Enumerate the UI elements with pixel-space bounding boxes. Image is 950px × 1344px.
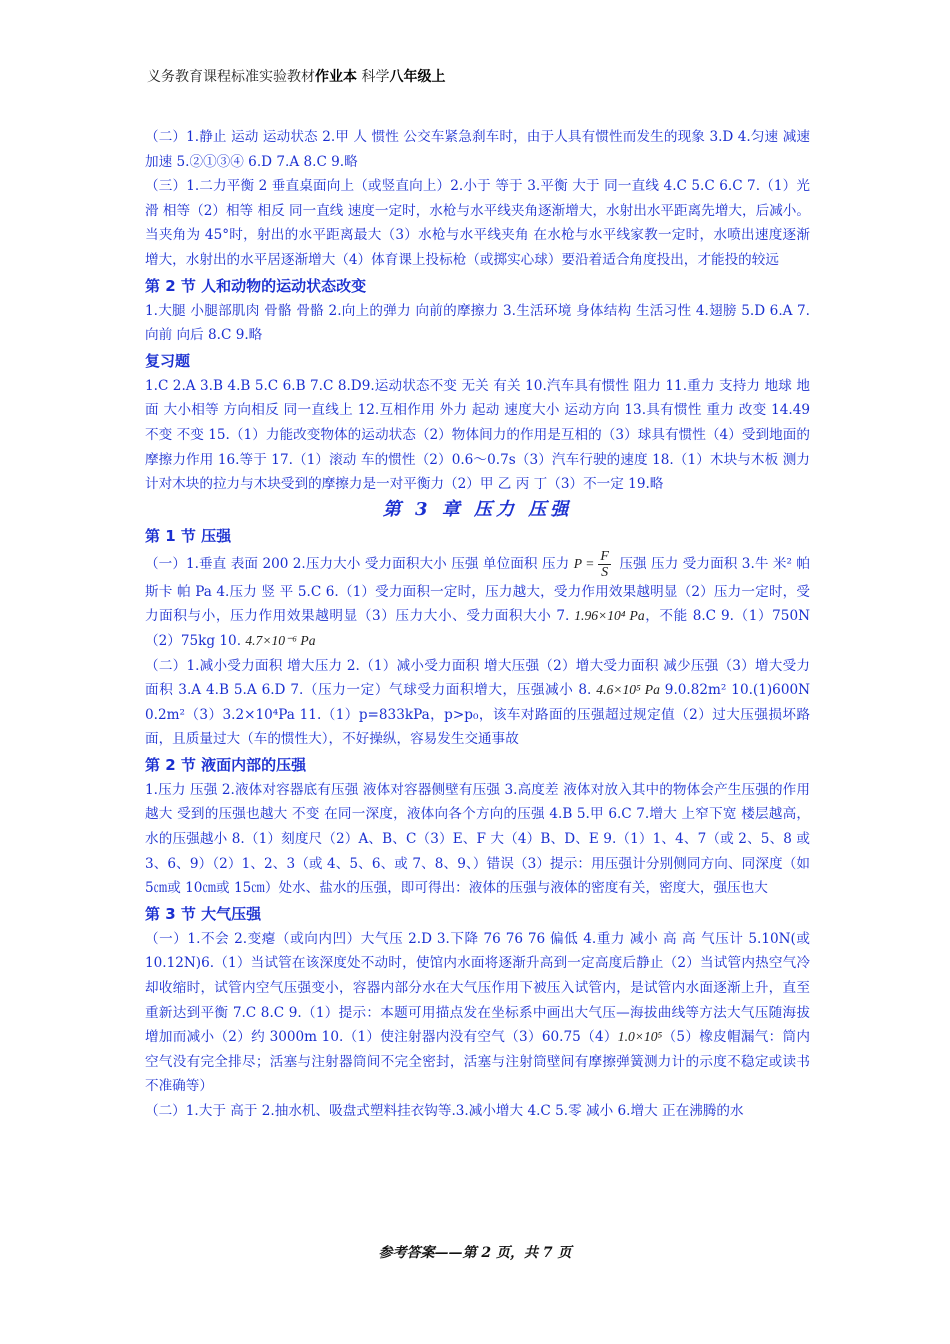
- text-run: （二）1.减小受力面积 增大压力 2.（1）减小受力面积 增大压强（2）增大受力面积 减少压强（3）增大受力面积 3.A 4.B 5.A 6.D 7.（压力一定）气球受力面积增大，压强减小 8.: [145, 657, 810, 699]
- answer-paragraph: （三）1.二力平衡 2 垂直桌面向上（或竖直向上）2.小于 等于 3.平衡 大于 同一直线 4.C 5.C 6.C 7.（1）光滑 相等（2）相等 相反 同一直线 速度一定时，水枪与水平线夹角逐渐增大，水射出水平距离先增大，后减小。当夹角为 45°时，射出的水平距离最大（3）水枪与水平线夹角 在水枪与水平线家教一定时，水喷出速度逐渐增大，水射出的水平居逐渐增大（4）体育课上投标枪（或掷实心球）要沿着适合角度投出，才能投的较远: [145, 178, 810, 268]
- answer-paragraph: [145, 927, 810, 1099]
- answer-paragraph: （二）1.静止 运动 运动状态 2.甲 人 惯性 公交车紧急刹车时，由于人具有惯性而发生的现象 3.D 4.匀速 减速 加速 5.②①③④ 6.D 7.A 8.C 9.略: [145, 129, 810, 170]
- math-value: 4.7×10⁻⁶ Pa: [245, 632, 316, 648]
- page-header: [147, 66, 445, 86]
- answer-content: [145, 125, 810, 1124]
- header-prefix: 义务教育课程标准实验教材: [147, 69, 315, 85]
- header-grade: 八年级上: [389, 69, 446, 85]
- text-run: 压强 压力 受力面积 3.牛 米² 帕斯卡 帕 Pa 4.压力 竖 平 5.C 6.（1）受力面积一定时，压力越大，受力作用效果越明显（2）压力一定时，受力面积与小，压力作用效果越明显（3）压力大小、受力面积大小 7.: [145, 555, 810, 625]
- answer-paragraph: 1.压力 压强 2.液体对容器底有压强 液体对容器侧壁有压强 3.高度差 液体对放入其中的物体会产生压强的作用 越大 受到的压强也越大 不变 在同一深度，液体向各个方向的压强 4.B 5.甲 6.C 7.增大 上窄下宽 楼层越高，水的压强越小 8.（1）刻度尺（2）A、B、C（3）E、F 大（4）B、D、E 9.（1）1、4、7（或 2、5、8 或 3、6、9）（2）1、2、3（或 4、5、6、或 7、8、9、）错误（3）提示：用压强计分别侧同方向、同深度（如 5㎝或 10㎝或 15㎝）处水、盐水的压强，即可得出：液体的压强与液体的密度有关，密度大，强压也大: [145, 781, 810, 897]
- text-run: （5）橡皮帽漏气：筒内空气没有完全排尽；活塞与注射器筒间不完全密封，活塞与注射筒壁间有摩擦弹簧测力计的示度不稳定或读书不准确等）: [145, 1029, 810, 1095]
- review-heading: 复习题: [145, 351, 191, 370]
- section-heading: 第 3 节 大气压强: [145, 904, 262, 923]
- answer-paragraph: 1.大腿 小腿部肌肉 骨骼 骨骼 2.向上的弹力 向前的摩擦力 3.生活环境 身体结构 生活习性 4.翅膀 5.D 6.A 7.向前 向后 8.C 9.略: [145, 302, 810, 344]
- math-value: 4.6×10⁵ Pa: [596, 682, 660, 698]
- formula-lhs: P =: [573, 555, 595, 571]
- formula-numerator: F: [600, 548, 609, 564]
- header-workbook: 作业本: [315, 69, 357, 85]
- header-subject: 科学: [361, 69, 390, 85]
- text-run: （一）1.垂直 表面 200 2.压力大小 受力面积大小 压强 单位面积 压力: [145, 555, 574, 572]
- text-run: 9.0.82m² 10.(1)600N 0.2m²（3）3.2×10⁴Pa 11.（1）p=833kPa，p>p₀，该车对路面的压强超过规定值（2）过大压强损坏路面，且质量过大（车的惯性大），不好操纵，容易发生交通事故: [145, 682, 811, 748]
- answer-paragraph: 1.C 2.A 3.B 4.B 5.C 6.B 7.C 8.D9.运动状态不变 无关 有关 10.汽车具有惯性 阻力 11.重力 支持力 地球 地面 大小相等 方向相反 同一直线上 12.互相作用 外力 起动 速度大小 运动方向 13.具有惯性 重力 改变 14.49 不变 不变 15.（1）力能改变物体的运动状态（2）物体间力的作用是互相的（3）球具有惯性（4）受到地面的摩擦力作用 16.等于 17.（1）滚动 车的惯性（2）0.6～0.7s（3）汽车行驶的速度 18.（1）木块与木板 测力计对木块的拉力与木块受到的摩擦力是一对平衡力（2）甲 乙 丙 丁（3）不一定 19.略: [145, 377, 810, 493]
- pressure-formula: [598, 549, 611, 580]
- answer-paragraph: [145, 549, 810, 654]
- answer-paragraph: [145, 654, 810, 752]
- formula-denominator: S: [601, 564, 609, 580]
- math-value: 1.0×10⁵: [617, 1029, 663, 1045]
- section-heading: 第 2 节 液面内部的压强: [145, 755, 307, 774]
- page-footer: 参考答案——第 2 页，共 7 页: [378, 1245, 572, 1261]
- math-value: 1.96×10⁴ Pa: [574, 608, 645, 624]
- section-heading: 第 1 节 压强: [145, 526, 232, 545]
- answer-paragraph: （二）1.大于 高于 2.抽水机、吸盘式塑料挂衣钩等.3.减小增大 4.C 5.零 减小 6.增大 正在沸腾的水: [145, 1103, 744, 1119]
- text-run: （一）1.不会 2.变瘪（或向内凹）大气压 2.D 3.下降 76 76 76 偏低 4.重力 减小 高 高 气压计 5.10N(或 10.12N)6.（1）当试管在该深度处不动时，使馆内水面将逐渐升高到一定高度后静止（2）当试管内热空气冷却收缩时，试管内空气压强变小，容器内部分水在大气压作用下被压入试管内，是试管内水面逐渐上升，直至重新达到平衡 7.C 8.C 9.（1）提示：本题可用描点发在坐标系中画出大气压—海拔曲线等方法大气压随海拔增加而减小（2）约 3000m 10.（1）使注射器内没有空气（3）60.75（4）: [145, 930, 810, 1046]
- text-run: ，不能 8.C 9.（1）750N （2）75kg 10.: [145, 608, 810, 649]
- chapter-heading: 第 3 章 压力 压强: [382, 498, 573, 520]
- section-heading: 第 2 节 人和动物的运动状态改变: [145, 276, 367, 295]
